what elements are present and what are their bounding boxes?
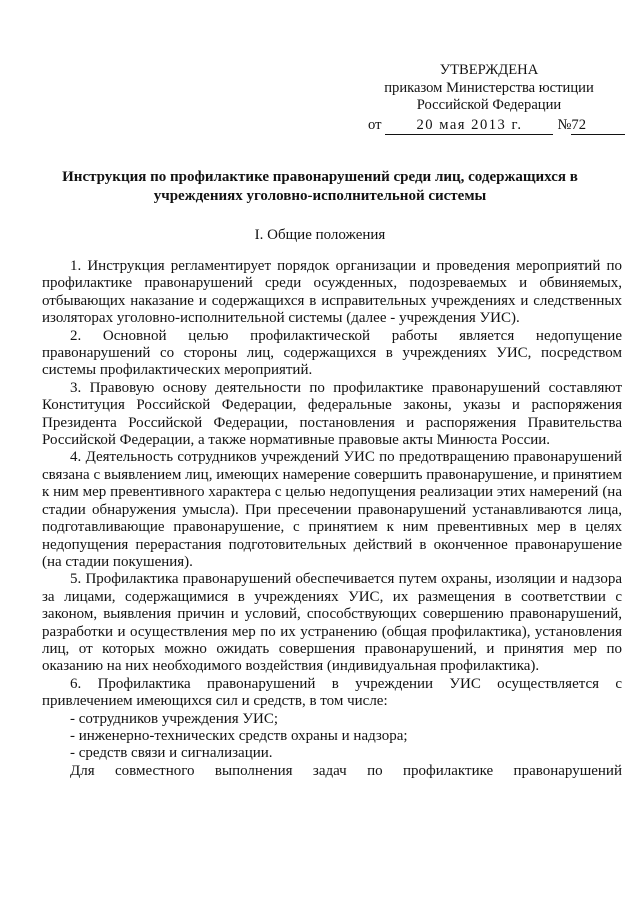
approval-status-line: УТВЕРЖДЕНА <box>439 62 539 78</box>
paragraph-3: 3. Правовую основу деятельности по профилактике правонарушений составляют Конституция Российской Федерации, федеральные законы, указы и распоряжения Президента Российской Федерации, постановления и распоряжения Правительства Российской Федерации, а также нормативные правовые акты Минюста России. <box>42 379 622 449</box>
list-item-1: - сотрудников учреждения УИС; <box>70 710 279 727</box>
paragraph-2: 2. Основной целью профилактической работы является недопущение правонарушений со стороны лиц, содержащихся в учреждениях УИС, посредством системы профилактических мероприятий. <box>42 327 622 379</box>
closing-paragraph: Для совместного выполнения задач по профилактике правонарушений <box>70 762 622 779</box>
approval-date-line <box>368 117 610 136</box>
paragraph-6: 6. Профилактика правонарушений в учреждении УИС осуществляется с привлечением имеющихся сил и средств, в том числе: <box>42 675 622 710</box>
approval-authority-line: приказом Министерства юстиции <box>384 79 594 96</box>
list-item-3: - средств связи и сигнализации. <box>70 745 273 762</box>
approval-block <box>368 62 610 135</box>
document-body <box>42 258 622 780</box>
date-value: 20 мая 2013 г. <box>385 117 553 136</box>
number-sign: № <box>557 116 572 133</box>
paragraph-4: 4. Деятельность сотрудников учреждений УИС по предотвращению правонарушений связана с выявлением лиц, имеющих намерение совершить правонарушение, и принятием к ним мер превентивного характера с целью недопущения реализации этих намерений (на стадии обнаружения умысла). При пресечении правонарушений устанавливаются лица, подготавливающие правонарушение, с принятием к ним превентивных мер в целях недопущения перерастания подготовительных действий в оконченное правонарушение (на стадии покушения). <box>42 449 622 570</box>
date-prefix: от <box>368 116 382 133</box>
list-item-2: - инженерно-технических средств охраны и надзора; <box>70 727 408 744</box>
number-value: 72 <box>571 117 625 136</box>
approval-authority-line2: Российской Федерации <box>416 97 562 113</box>
paragraph-1: 1. Инструкция регламентирует порядок организации и проведения мероприятий по профилактике правонарушений среди осужденных, подозреваемых и обвиняемых, отбывающих наказание и содержащихся в исправительных учреждениях и следственных изоляторах уголовно-исполнительной системы (далее - учреждения УИС). <box>42 258 622 327</box>
document-title: Инструкция по профилактике правонарушений среди лиц, содержащихся в учреждениях уголовно-исполнительной системы <box>62 169 578 204</box>
section-heading: I. Общие положения <box>254 227 386 243</box>
paragraph-5: 5. Профилактика правонарушений обеспечивается путем охраны, изоляции и надзора за лицами, содержащимися в учреждениях УИС, их размещения в соответствии с законом, выявления причин и условий, способствующих совершению правонарушений, разработки и осуществления мер по их устранению (общая профилактика), установления лиц, от которых можно ожидать совершения правонарушений, и принятия мер по оказанию на них необходимого воздействия (индивидуальная профилактика). <box>42 571 622 675</box>
